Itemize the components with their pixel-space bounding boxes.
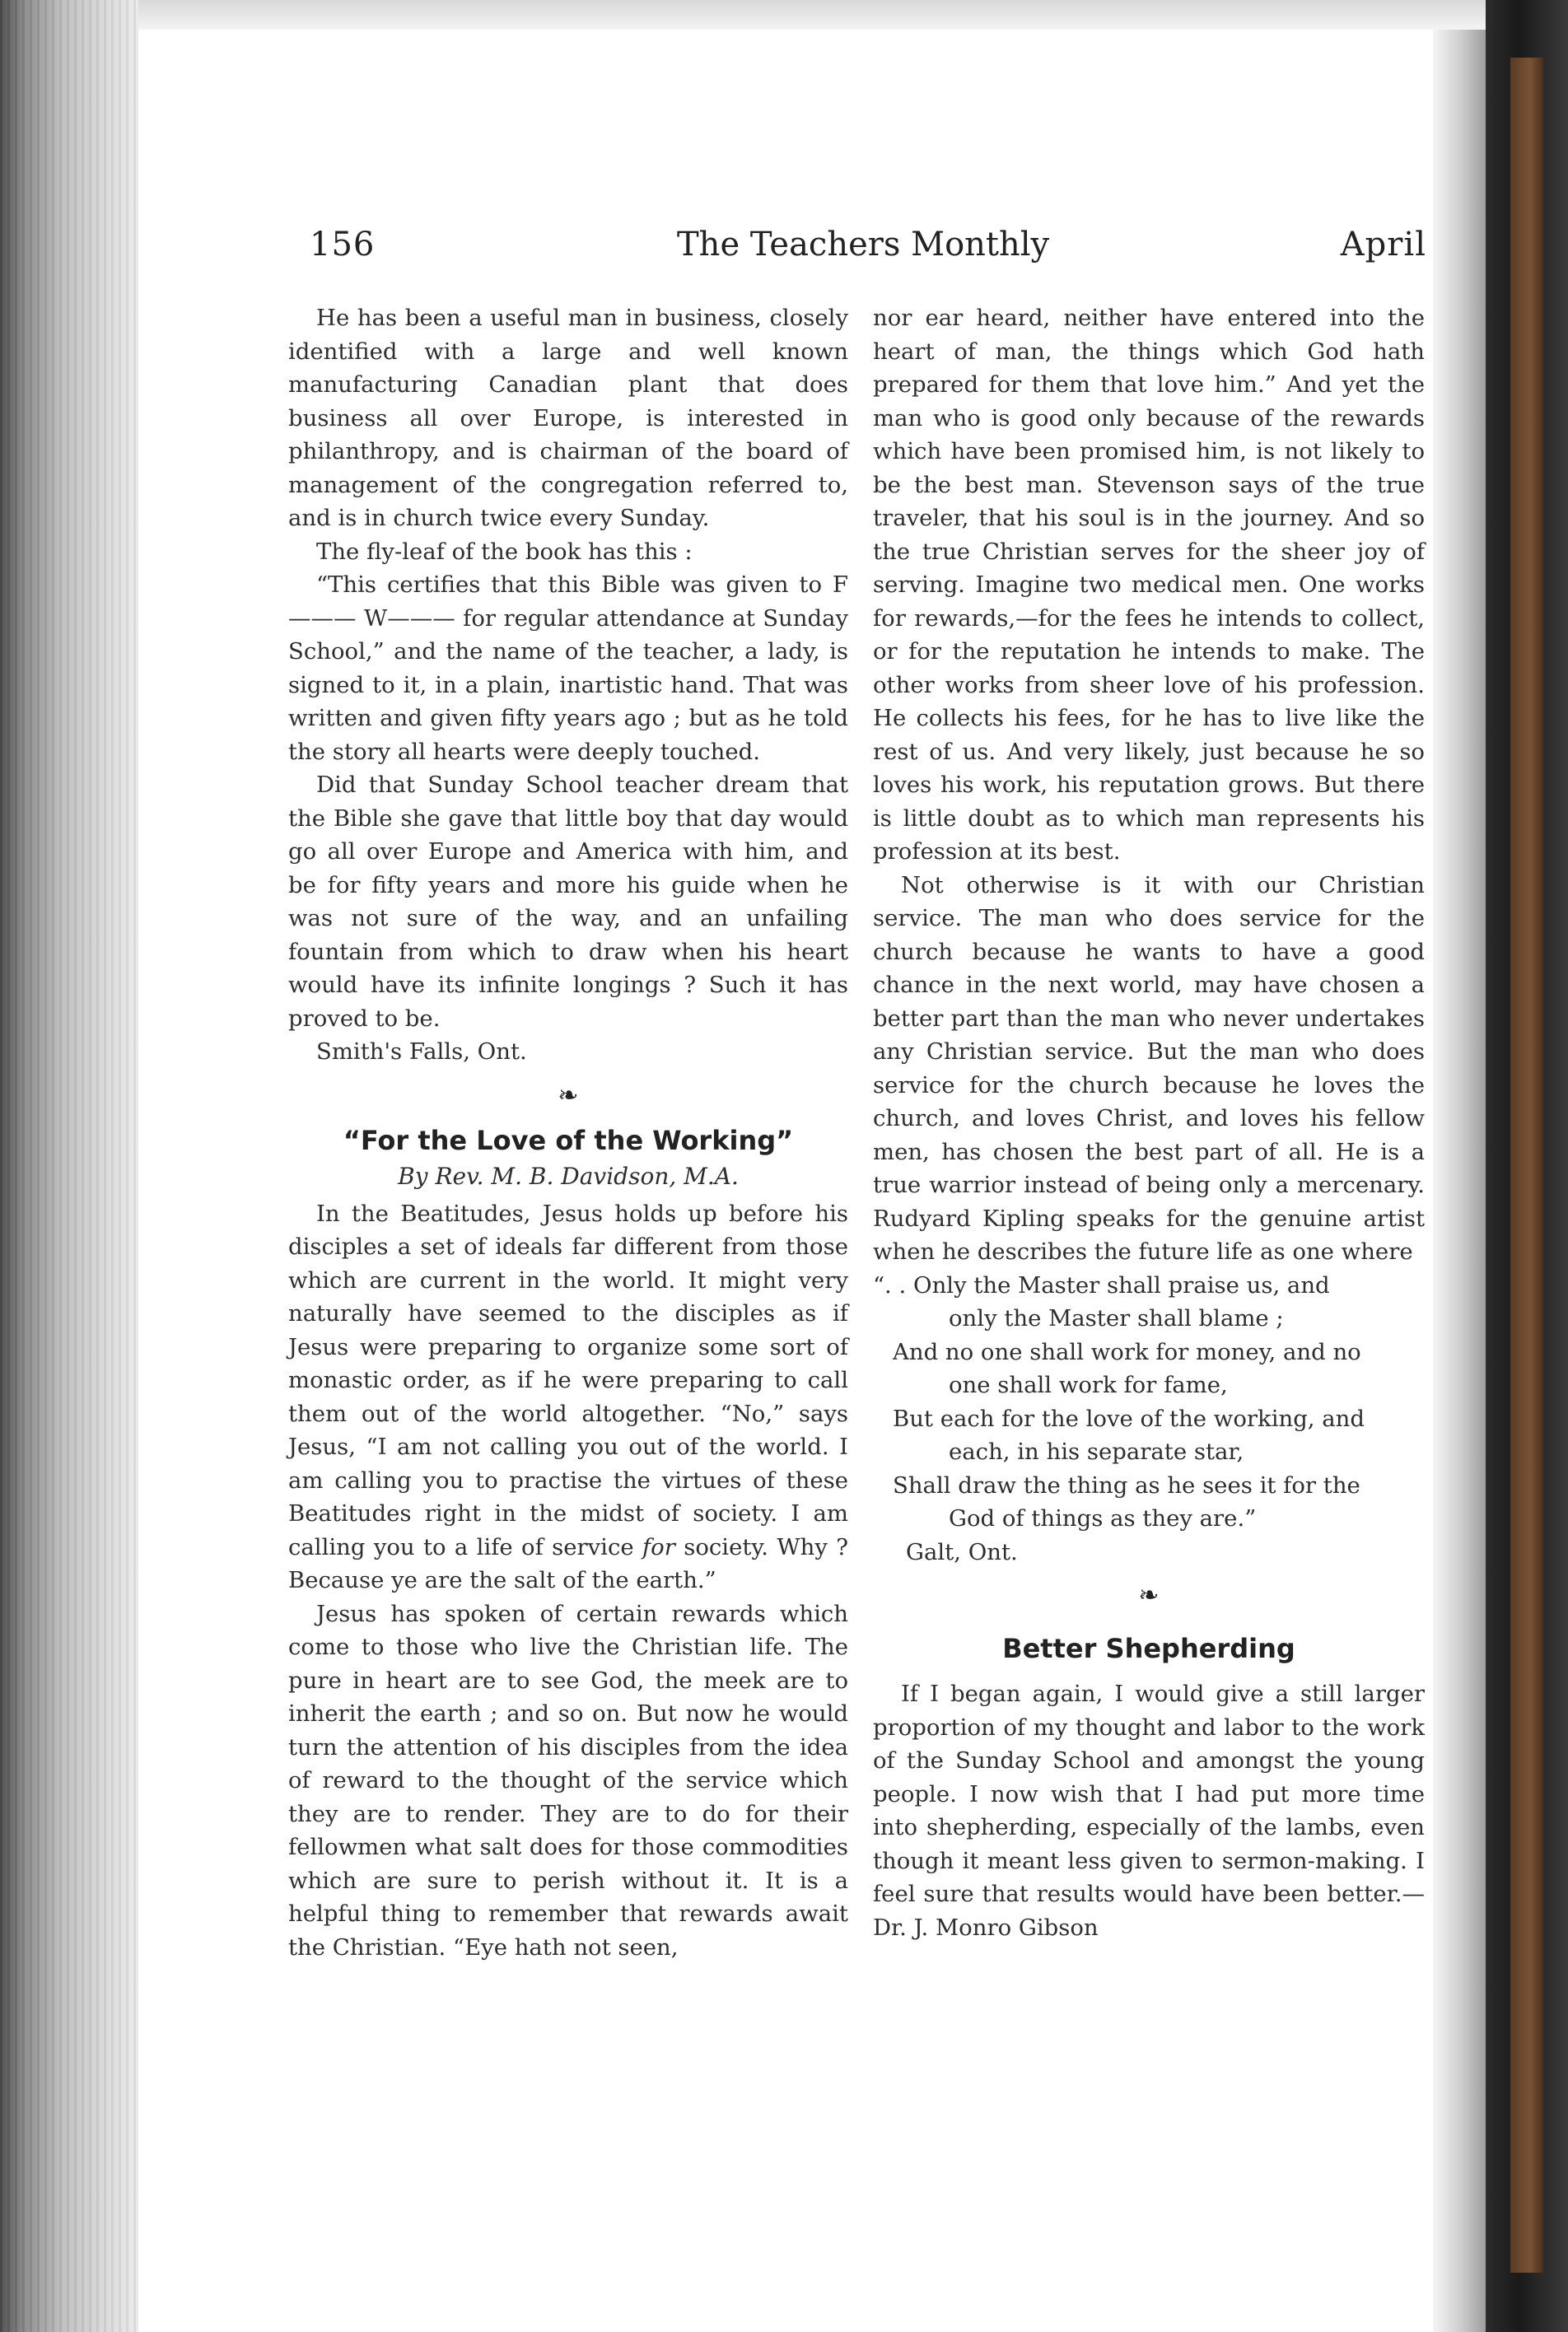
- book-cover-edge: [1486, 0, 1568, 2332]
- italic-word: for: [642, 1533, 675, 1560]
- section-title: Better Shepherding: [1002, 1633, 1295, 1664]
- byline: By Rev. M. B. Davidson, M.A.: [398, 1162, 739, 1190]
- poem-line: each, in his separate star,: [949, 1439, 1244, 1465]
- paragraph: The fly-leaf of the book has this :: [316, 538, 693, 565]
- book-gutter: [0, 0, 138, 2332]
- page-number: 156: [310, 226, 376, 264]
- signoff: Galt, Ont.: [906, 1538, 1018, 1565]
- text-run: society. Why ? Because ye are the salt of the earth.”: [288, 1533, 848, 1593]
- paragraph: If I began again, I would give a still larger proportion of my thought and labor to the work of the Sunday School and amongst the young people. I now wish that I had put more time into shepherding, especially of the lambs, even though it meant less given to sermon-making. I feel sure that results would have been better.—Dr. J. Monro Gibson: [873, 1681, 1425, 1941]
- poem-line: But each for the love of the working, and: [893, 1405, 1365, 1432]
- paragraph: “This certifies that this Bible was given to F——— W——— for regular attendance at Sunday School,” and the name of the teacher, a lady, is signed to it, in a plain, inartistic hand. That was written and given fifty years ago ; but as he told the story all hearts were deeply touched.: [288, 571, 848, 765]
- article-title: “For the Love of the Working”: [343, 1124, 794, 1156]
- paragraph: Not otherwise is it with our Christian service. The man who does service for the church because he wants to have a good chance in the next world, may have chosen a better part than the man who never undertakes any Christian service. But the man who does service for the church because he loves the church, and loves Christ, and loves his fellow men, has chosen the best part of all. He is a true warrior instead of being only a mercenary. Rudyard Kipling speaks for the genuine artist when he describes the future life as one where: [873, 871, 1425, 1265]
- running-head: [310, 226, 1426, 275]
- ornament-icon: ❧: [1138, 1581, 1160, 1610]
- text-run: In the Beatitudes, Jesus holds up before his disciples a set of ideals far different from those which are current in the world. It might very naturally have seemed to the disciples as if Jesus were preparing to organize some sort of monastic order, as if he were preparing to call them out of the world altogether. “No,” says Jesus, “I am not calling you out of the world. I am calling you to practise the virtues of these Beatitudes right in the midst of society. I am calling you to a life of service: [288, 1200, 848, 1560]
- poem-line: Shall draw the thing as he sees it for the: [893, 1471, 1360, 1499]
- journal-title: The Teachers Monthly: [677, 226, 1050, 264]
- ornament-icon: ❧: [558, 1080, 579, 1110]
- poem-line: only the Master shall blame ;: [949, 1305, 1284, 1332]
- paragraph: [288, 1197, 848, 1597]
- poem-quote: [873, 1269, 1425, 1536]
- paragraph: nor ear heard, neither have entered into the heart of man, the things which God hath prepared for them that love him.” And yet the man who is good only because of the rewards which have been promised him, is not likely to be the best man. Stevenson says of the true traveler, that his soul is in the journey. And so the true Christian serves for the sheer joy of serving. Imagine two medical men. One works for rewards,—for the fees he intends to collect, or for the reputation he intends to make. The other works from sheer love of his profession. He collects his fees, for he has to live like the rest of us. And very likely, just because he so loves his work, his reputation grows. But there is little doubt as to which man represents his profession at its best.: [873, 305, 1425, 865]
- paragraph: He has been a useful man in business, closely identified with a large and well known manufacturing Canadian plant that does business all over Europe, is interested in philanthropy, and is chairman of the board of management of the congregation referred to, and is in church twice every Sunday.: [288, 305, 848, 531]
- poem-line: one shall work for fame,: [949, 1372, 1228, 1398]
- issue-month: April: [1340, 226, 1426, 264]
- signoff: Smith's Falls, Ont.: [316, 1038, 527, 1065]
- poem-line: “. . Only the Master shall praise us, and: [873, 1271, 1330, 1299]
- right-column: [873, 301, 1425, 1944]
- left-column: [288, 301, 848, 1964]
- poem-line: And no one shall work for money, and no: [893, 1338, 1361, 1365]
- poem-line: God of things as they are.”: [949, 1505, 1257, 1532]
- page-curl-shadow: [1433, 30, 1486, 2332]
- scan-top-margin: [138, 0, 1486, 30]
- paragraph: Did that Sunday School teacher dream that the Bible she gave that little boy that day would go all over Europe and America with him, and be for fifty years and more his guide when he was not sure of the way, and an unfailing fountain from which to draw when his heart would have its infinite longings ? Such it has proved to be.: [288, 772, 848, 1032]
- paragraph: Jesus has spoken of certain rewards which come to those who live the Christian life. The pure in heart are to see God, the meek are to inherit the earth ; and so on. But now he would turn the attention of his disciples from the idea of reward to the thought of the service which they are to render. They are to do for their fellowmen what salt does for those commodities which are sure to perish without it. It is a helpful thing to remember that rewards await the Christian. “Eye hath not seen,: [288, 1600, 848, 1961]
